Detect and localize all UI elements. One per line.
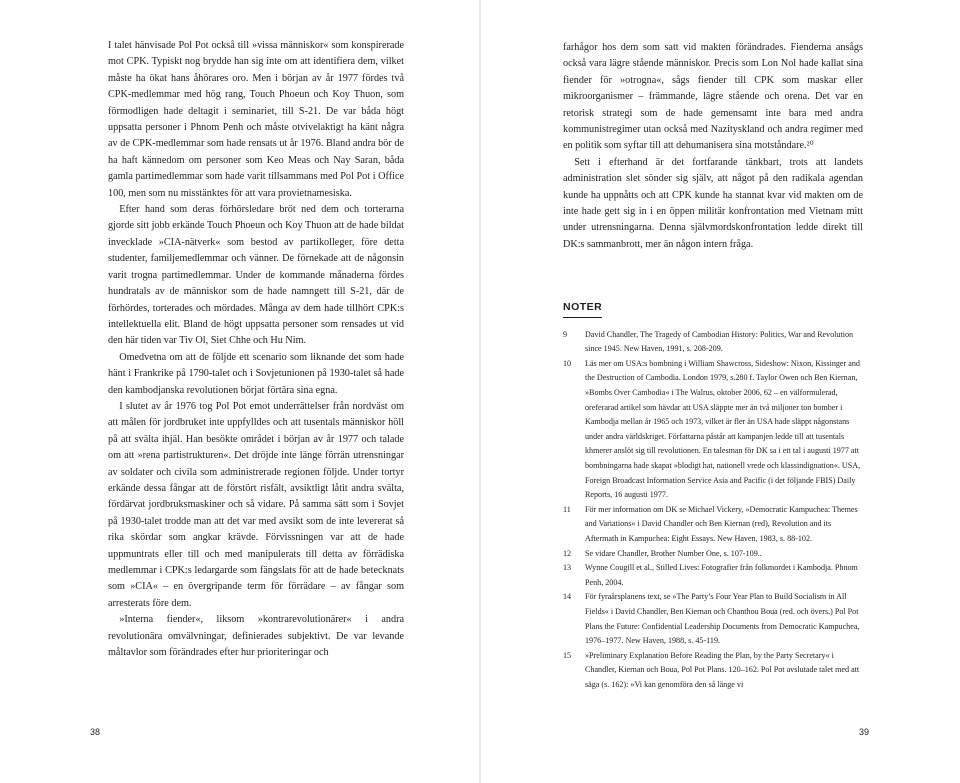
footnote-text: För fyraårsplanens text, se »The Party’s Four Year Plan to Build Socialism in All Fields« i David Chandler, Ben Kiernan och Chanthou Boua (red. och övers.) Pol Pot Plans the Future: Confidential Leadership Documents from Democratic Kampuchea, 1976–1977. New Haven, 1988, s. 45-119. [585, 592, 860, 646]
left-page [0, 0, 479, 783]
footnote-number: 12 [563, 548, 572, 558]
paragraph: Sett i efterhand är det fortfarande tänkbart, trots att landets administration slet sönder sig själv, att något på den radikala agendan kunde ha uppnåtts och att CPK kunde ha stannat kvar vid makten om de inte hade gett sig in i en öppen militär konfrontation med Vietnam mitt under utrensningarna. Denna självmordskonfrontation ledde direkt till DK:s sammanbrott, mer än någon intern fråga. [563, 156, 863, 250]
notes-heading [563, 299, 863, 317]
page-number: 38 [90, 727, 101, 737]
paragraph: Efter hand som deras förhörsledare bröt ned dem och torterarna gjorde sitt jobb erkände Touch Phoeun och Koy Thuon att de hade bildat invecklade »CIA-nätverk« som bestod av partikolleger, före detta studenter, familjemedlemmar och vänner. De förnekade att de någonsin varit trogna partimedlemmar. Under de kommande månaderna fördes hundratals av de människor som de hade namngett till S-21, där de förhördes, torterades och mördades. Många av dem hade tillhört CPK:s intellektuella elit. Bland de högt uppsatta personer som rensades ut vid den här tiden var Tiv Ol, Siet Chhe och Hu Nim. [108, 204, 404, 347]
footnote-text: Wynne Cougill et al., Stilled Lives: Fotografier från folkmordet i Kambodja. Phnom Penh, 2004. [585, 563, 858, 587]
footnote [563, 547, 863, 562]
footnote-number: 10 [563, 358, 572, 368]
footnote-text: »Preliminary Explanation Before Reading the Plan, by the Party Secretary« i Chandler, Kiernan och Boua, Pol Pot Plans. 120–162. Pol Pot avslutade talet med att säga (s. 162): »Vi kan genomföra den så länge vi [585, 650, 860, 689]
footnote-number: 14 [563, 592, 572, 602]
paragraph: I talet hänvisade Pol Pot också till »vissa människor« som konspirerade mot CPK. Typiskt nog brydde han sig inte om att identifiera dem, vilket måste ha ökat hans åhörares oro. Men i början av år 1977 fördes två CPK-medlemmar med hög rang, Touch Phoeun och Koy Thuon, som förmodligen hade deltagit i seminariet, till S-21. De var båda högt uppsatta personer i Phnom Penh och måste otvivelaktigt ha känt några av de CPK-medlemmar som hade rensats ut år 1976. Bland andra bör de ha haft kännedom om personer som Keo Meas och Nay Saran, båda gamla partimedlemmar som hade varit tillsammans med Pol Pot i Office 100, men som nu misstänktes för att vara provietnamesiska. [108, 40, 404, 199]
footnote-text: För mer information om DK se Michael Vickery, »Democratic Kampuchea: Themes and Variations« i David Chandler och Ben Kiernan (red), Revolution and its Aftermath in Kampuchea: Eight Essays. New Haven, 1983, s. 88-102. [585, 504, 858, 543]
footnote [563, 561, 863, 590]
right-body-text [563, 40, 863, 693]
footnote-number: 11 [563, 504, 571, 514]
footnote-number: 15 [563, 650, 572, 660]
paragraph: I slutet av år 1976 tog Pol Pot emot underrättelser från nordväst om att målen för jordbruket inte uppfylldes och att tusentals människor höll på att svälta ihjäl. Han besökte området i början av år 1977 och talade om att »rena partistrukturen«. Det dröjde inte länge förrän utrensningar av soldater och civila som administrerade regionen följde. Under tortyr erkände dessa fångar att de förstört risfält, avsiktligt låtit andra svälta, fördärvat jordbruksmaskiner och så vidare. På samma sätt som i Sovjet på 1930-talet trodde man att det var med avsikt som de inte levererat så rika skördar som angkar krävde. Förvissningen var att de hade uppmuntrats eller till och med manipulerats till detta av förrädiska medlemmar i CPK:s ledargarde som fängslats för att de hade betecknats som »CIA« – en övergripande term för förrädare – av fångar som arresterats före dem. [108, 400, 404, 609]
right-page [481, 0, 960, 783]
footnote-text: Läs mer om USA:s bombning i William Shawcross, Sideshow: Nixon, Kissinger and the Destruction of Cambodia. London 1979, s.280 f. Taylor Owen och Ben Kiernan, »Bombs Over Cambodia« i The Walrus, oktober 2006, 62 – en välformulerad, oreferarad artikel som hävdar att USA släppte mer än två miljoner ton bomber i Kambodja mellan år 1965 och 1973, vilket är fler än USA hade släppt någonstans under andra världskriget. Författarna påstår att kampanjen ledde till att tusentals khmerer anslöt sig till revolutionen. En talesman för DK sa i ett tal i augusti 1977 att bombningarna hade skapat »blodigt hat, nationell vrede och klassindignation«. USA, Foreign Broadcast Information Service Asia and Pacific (i det följande FBIS) Daily Reports, 16 augusti 1977. [585, 358, 861, 500]
footnote [563, 357, 863, 503]
footnote [563, 328, 863, 357]
footnote-number: 13 [563, 563, 572, 573]
notes-heading-label: NOTER [563, 299, 602, 317]
footnote-text: Se vidare Chandler, Brother Number One, s. 107-109.. [585, 548, 762, 558]
paragraph: Omedvetna om att de följde ett scenario som liknande det som hade hänt i Frankrike på 1790-talet och i Sovjetunionen på 1930-talet så hade den kambodjanska revolutionen börjat förtära sina egna. [108, 351, 404, 396]
paragraph: »Interna fiender«, liksom »kontrarevolutionärer« i andra revolutionära omvälvningar, definierades subjektivt. De var levande måltavlor som förändrades efter hur prioriteringar och [108, 614, 404, 659]
paragraph: farhågor hos dem som satt vid makten förändrades. Fienderna ansågs också vara lägre stående människor. Precis som Lon Nol hade kallat sina fiender för »otrogna«, sågs fiender till CPK som maskar eller mikroorganismer – främmande, lägre stående och orena. Det var en retorisk strategi som de hade gemensamt inte bara med andra kommunistregimer utan också med Nazityskland och andra regimer med en politik som syftar till att dehumanisera sina motståndare.²⁰ [563, 42, 863, 152]
footnote [563, 590, 863, 648]
left-body-text [108, 38, 404, 661]
footnote [563, 649, 863, 693]
page-number: 39 [859, 727, 870, 737]
footnote-number: 9 [563, 329, 568, 339]
footnote [563, 503, 863, 547]
footnote-text: David Chandler, The Tragedy of Cambodian History: Politics, War and Revolution since 1945. New Haven, 1991, s. 208-209. [585, 329, 854, 354]
